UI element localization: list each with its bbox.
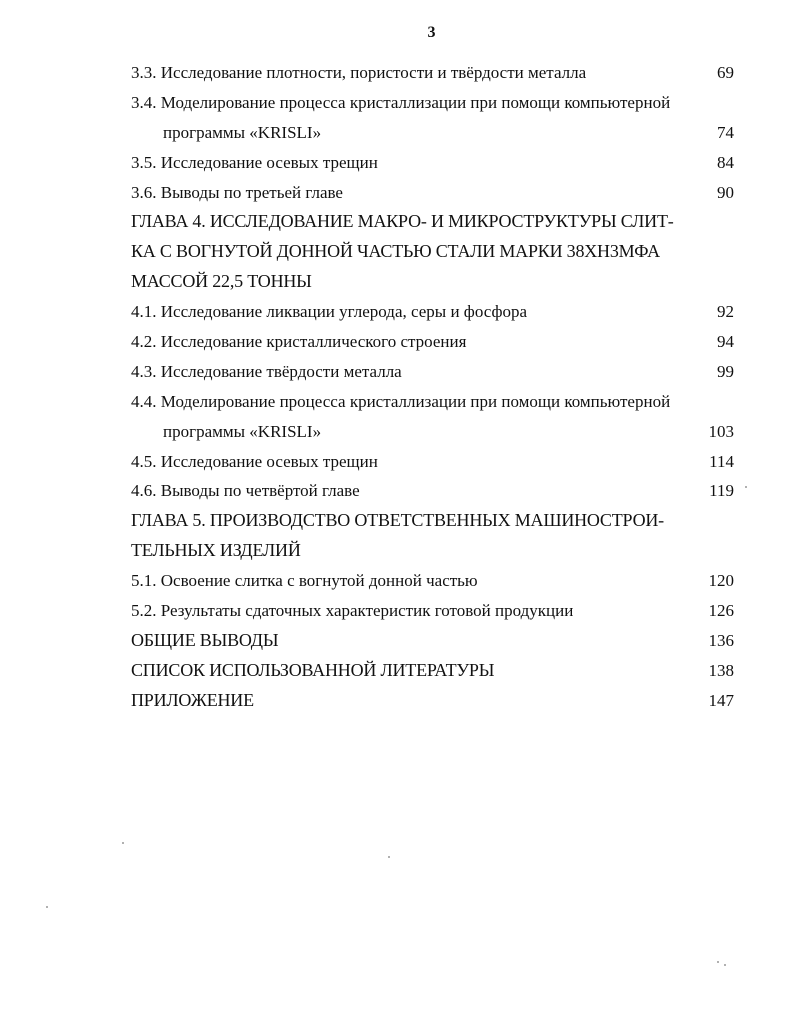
toc-chapter-4-line-1	[0, 207, 793, 237]
toc-entry-title: 3.6. Выводы по третьей главе	[131, 182, 343, 202]
toc-entry-page: 74	[717, 122, 734, 142]
toc-entry-page: 90	[717, 182, 734, 202]
toc-entry-page: 94	[717, 332, 734, 352]
toc-chapter-title: ОБЩИЕ ВЫВОДЫ	[131, 629, 279, 650]
toc-entry-page: 147	[708, 690, 734, 710]
toc-general-conclusions	[0, 626, 793, 656]
toc-entry-4-5	[0, 447, 793, 477]
toc-entry-3-4	[0, 88, 793, 118]
toc-entry-4-4-cont	[0, 417, 793, 447]
toc-chapter-5-line-2	[0, 536, 793, 566]
toc-chapter-title: СПИСОК ИСПОЛЬЗОВАННОЙ ЛИТЕРАТУРЫ	[131, 659, 495, 680]
scan-speck	[388, 856, 390, 858]
toc-entry-title: 3.3. Исследование плотности, пористости и твёрдости металла	[131, 63, 587, 82]
toc-entry-4-4	[0, 387, 793, 417]
toc-entry-title: 4.3. Исследование твёрдости металла	[131, 361, 402, 381]
toc-entry-5-2	[0, 596, 793, 626]
toc-entry-title: 4.4. Моделирование процесса кристаллизации при помощи компьютерной	[131, 391, 671, 411]
toc-entry-title: 3.4. Моделирование процесса кристаллизации при помощи компьютерной	[131, 92, 671, 112]
toc-appendix	[0, 686, 793, 716]
toc-chapter-4-line-3	[0, 267, 793, 297]
toc-entry-title: 4.6. Выводы по четвёртой главе	[131, 481, 360, 501]
toc-entry-3-4-cont	[0, 118, 793, 148]
toc-entry-page: 92	[717, 302, 734, 322]
toc-chapter-title: КА С ВОГНУТОЙ ДОННОЙ ЧАСТЬЮ СТАЛИ МАРКИ 38ХН3МФА	[131, 241, 660, 262]
toc-chapter-4-line-2	[0, 237, 793, 267]
toc-chapter-title: ГЛАВА 5. ПРОИЗВОДСТВО ОТВЕТСТВЕННЫХ МАШИНОСТРОИ-	[131, 510, 664, 531]
toc-entry-3-5	[0, 148, 793, 178]
toc-entry-page: 119	[709, 481, 734, 501]
scan-speck	[122, 842, 124, 844]
toc-entry-page: 126	[708, 601, 734, 621]
toc-entry-page: 69	[717, 63, 734, 82]
toc-entry-4-2	[0, 327, 793, 357]
scan-speck	[745, 486, 747, 488]
toc-entry-title: программы «KRISLI»	[163, 122, 322, 142]
table-of-contents	[0, 58, 793, 716]
scan-speck	[46, 906, 48, 908]
scan-speck	[717, 961, 719, 963]
toc-chapter-title: МАССОЙ 22,5 ТОННЫ	[131, 271, 312, 292]
toc-entry-page: 103	[708, 421, 734, 441]
toc-references	[0, 656, 793, 686]
toc-chapter-title: ГЛАВА 4. ИССЛЕДОВАНИЕ МАКРО- И МИКРОСТРУКТУРЫ СЛИТ-	[131, 211, 674, 232]
toc-entry-page: 136	[708, 630, 734, 650]
page-number: 3	[427, 24, 436, 41]
toc-entry-4-3	[0, 357, 793, 387]
toc-entry-title: 5.1. Освоение слитка с вогнутой донной частью	[131, 571, 478, 591]
toc-entry-4-6	[0, 476, 793, 506]
toc-entry-title: 5.2. Результаты сдаточных характеристик готовой продукции	[131, 601, 574, 621]
toc-chapter-title: ПРИЛОЖЕНИЕ	[131, 689, 254, 710]
toc-entry-title: 3.5. Исследование осевых трещин	[131, 152, 378, 172]
toc-entry-3-6	[0, 178, 793, 208]
toc-entry-page: 99	[717, 361, 734, 381]
toc-entry-page: 114	[709, 451, 734, 471]
toc-entry-page: 138	[708, 660, 734, 680]
toc-entry-3-3	[0, 58, 793, 88]
toc-entry-5-1	[0, 566, 793, 596]
scan-speck	[724, 964, 726, 966]
toc-entry-page: 120	[708, 571, 734, 591]
toc-chapter-title: ТЕЛЬНЫХ ИЗДЕЛИЙ	[131, 540, 301, 561]
toc-entry-title: программы «KRISLI»	[163, 421, 322, 441]
toc-entry-page: 84	[717, 152, 734, 172]
toc-entry-title: 4.1. Исследование ликвации углерода, серы и фосфора	[131, 302, 528, 322]
toc-entry-title: 4.2. Исследование кристаллического строения	[131, 332, 467, 352]
toc-chapter-5-line-1	[0, 506, 793, 536]
toc-entry-title: 4.5. Исследование осевых трещин	[131, 451, 378, 471]
toc-entry-4-1	[0, 297, 793, 327]
